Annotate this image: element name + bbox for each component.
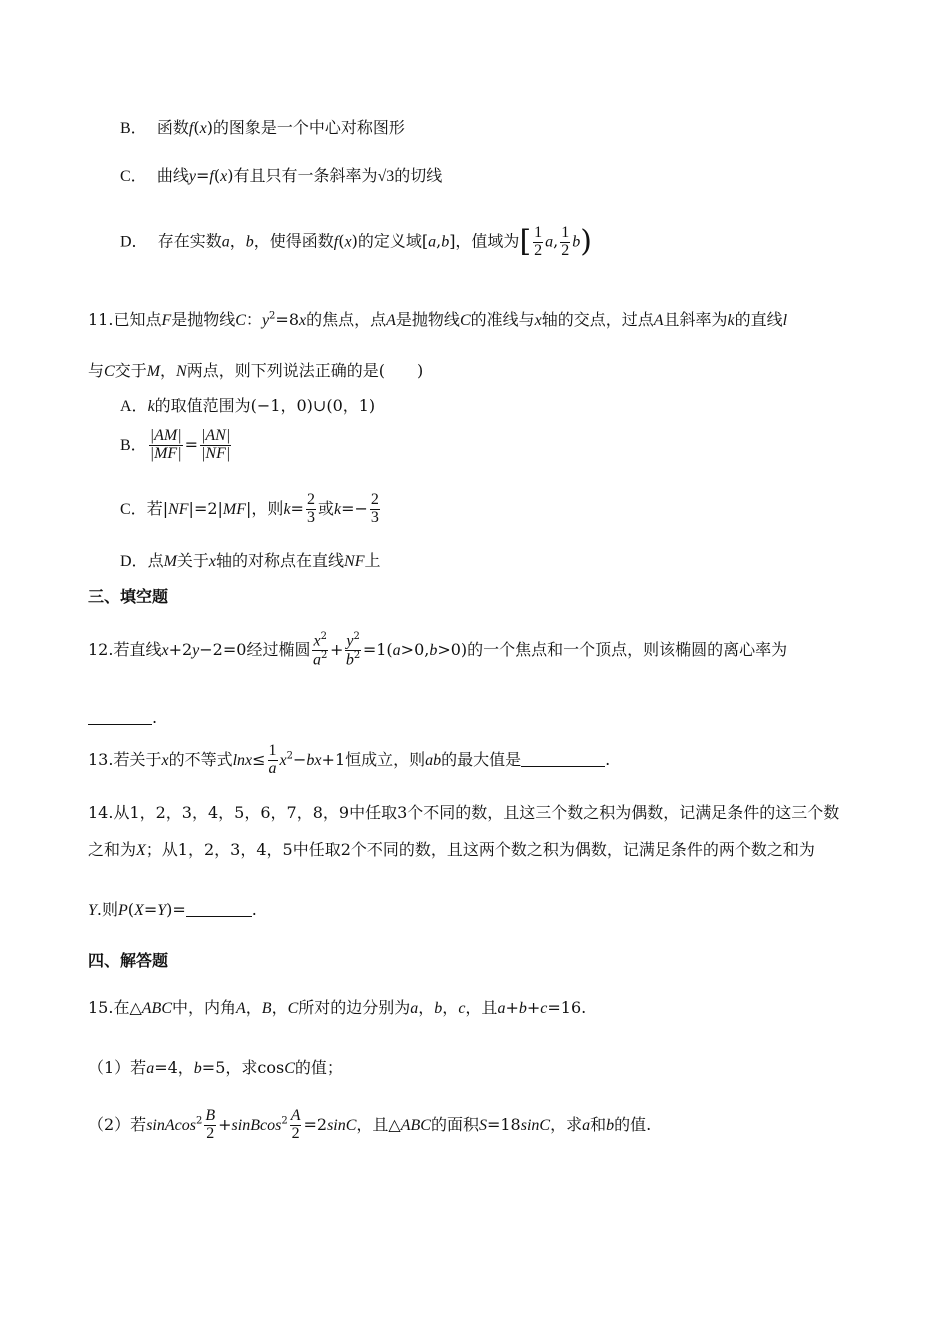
q11-option-d: D．点M关于x轴的对称点在直线NF上	[120, 551, 381, 570]
section-3-heading: 三、填空题	[88, 587, 169, 606]
q14-line1: 14.从1，2，3，4，5，6，7，8，9中任取3个不同的数，且这三个数之积为偶数，记满足条件的这三个数	[88, 803, 840, 822]
q14-line2: 之和为X；从1，2，3，4，5中任取2个不同的数，且这两个数之积为偶数，记满足条件的两个数之和为	[88, 840, 815, 859]
q10-option-d: D． 存在实数a，b，使得函数f(x)的定义域[a,b]，值域为[ $\frac{1}{2}$ a, $\frac{1}{2}$ b)	[120, 223, 592, 259]
q13-stem: 13.若关于x的不等式lnx≤ $\frac{1}{a}$ $x^2-bx+1$恒成立，则ab的最大值是 .	[88, 742, 611, 777]
q15-part2: （2）若sinAcos$^2$ $\frac{B}{2}$ +sinBcos$^2$ $\frac{A}{2}$ =2sinC，且△ABC的面积S=18sinC，求a和b的值.	[88, 1107, 652, 1142]
q15-part1: （1）若a=4，b=5，求cosC的值；	[88, 1058, 343, 1077]
q15-stem: 15.在△ABC中，内角A，B，C所对的边分别为a，b，c，且a+b+c=16.	[88, 998, 587, 1017]
q12-stem: 12.若直线x+2y−2=0经过椭圆 $\frac{x^2}{a^2}$ + $\frac{y^2}{b^2}$ =1(a>0,b>0)的一个焦点和一个顶点，则该椭圆的离心率为	[88, 631, 788, 669]
q12-answer-blank: .	[88, 708, 157, 727]
q11-stem-line1: 11.已知点F是抛物线C：$y^2=8x$的焦点，点A是抛物线C的准线与x轴的交点，过点A且斜率为k的直线l	[88, 310, 788, 329]
q14-line3: Y.则P(X=Y)= .	[88, 900, 257, 919]
q11-option-b: B． $\frac{|AM|}{|MF|}$ = $\frac{|AN|}{|NF|}$	[120, 427, 231, 462]
q10-option-b: B． 函数f(x)的图象是一个中心对称图形	[120, 118, 405, 137]
q11-option-a: A．k的取值范围为(−1，0)∪(0，1)	[120, 396, 376, 415]
q11-stem-line2: 与C交于M，N两点，则下列说法正确的是( )	[88, 361, 424, 380]
q11-option-c: C．若|NF|=2|MF|，则k= $\frac{2}{3}$ 或k=− $\frac{2}{3}$	[120, 491, 379, 526]
section-4-heading: 四、解答题	[88, 951, 169, 970]
q10-option-c: C． 曲线y=f(x)有且只有一条斜率为√3的切线	[120, 166, 443, 185]
